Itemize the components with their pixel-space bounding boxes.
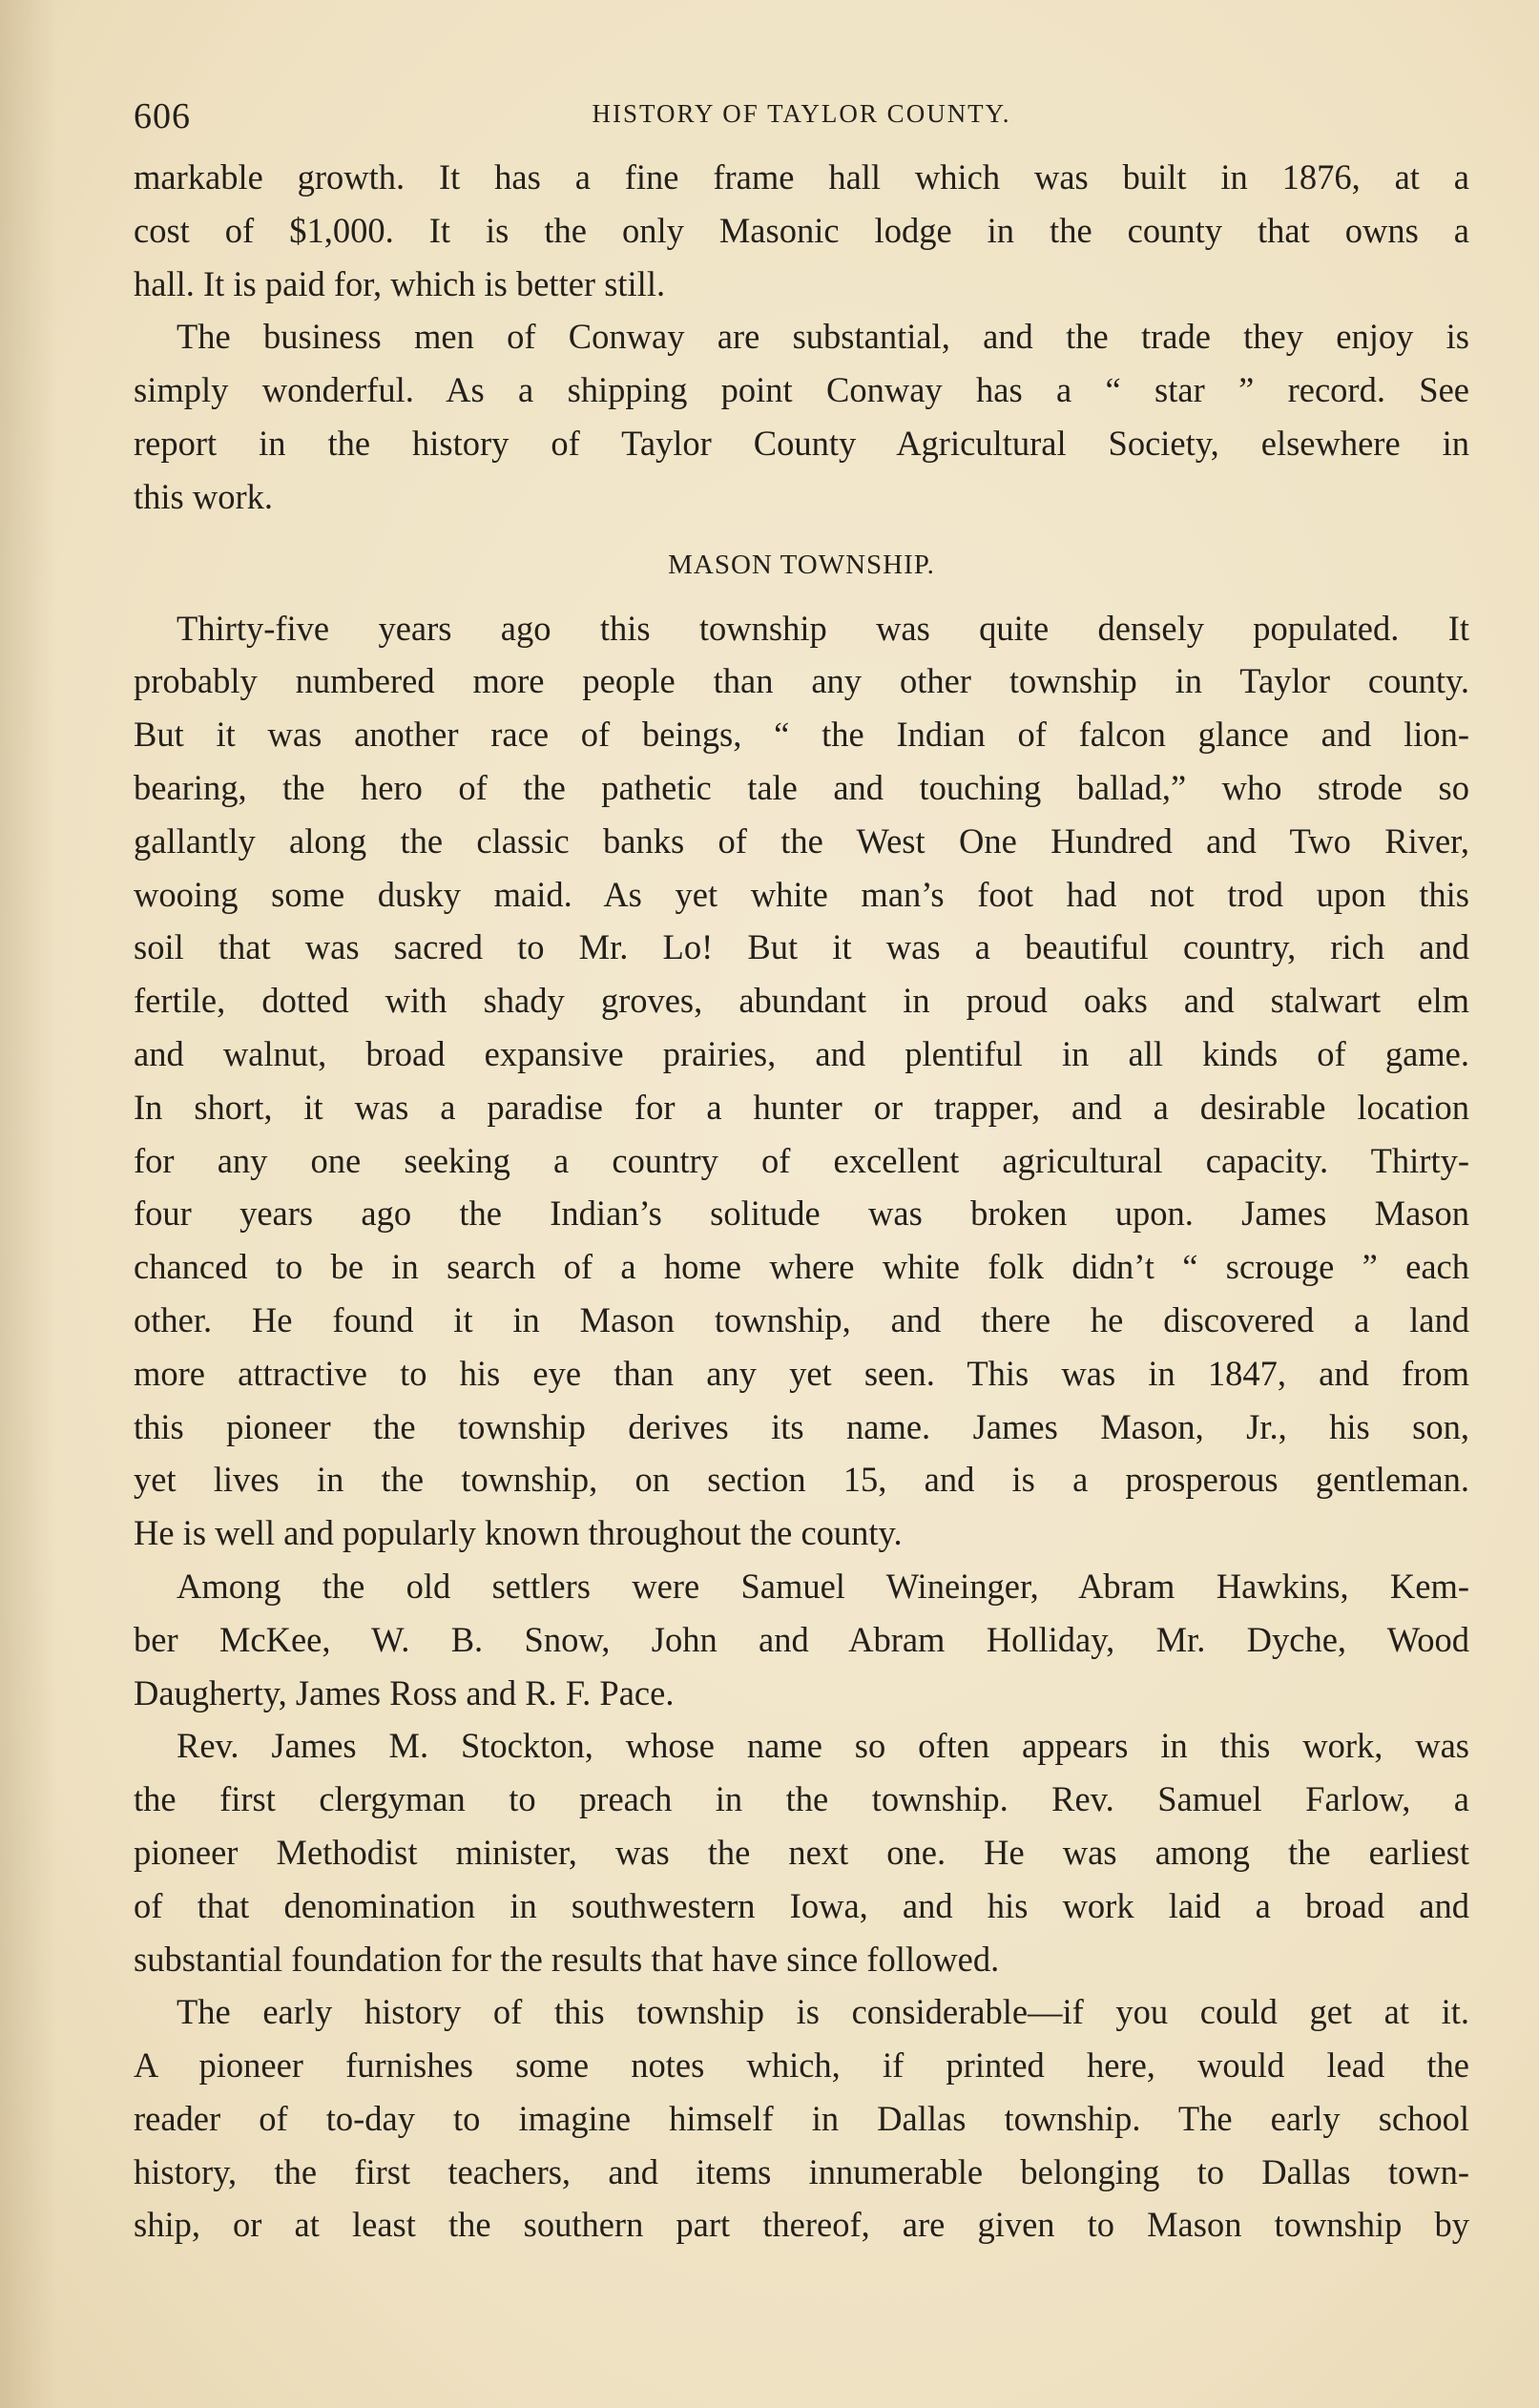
text-line: probably numbered more people than any other township in Taylor county. bbox=[134, 661, 1469, 701]
section-heading: MASON TOWNSHIP. bbox=[668, 549, 935, 580]
text-line: for any one seeking a country of excellent agricultural capacity. Thirty- bbox=[134, 1140, 1469, 1180]
page-number: 606 bbox=[134, 96, 191, 136]
text-line: four years ago the Indian’s solitude was broken upon. James Mason bbox=[134, 1194, 1469, 1234]
text-line: markable growth. It has a fine frame hall which was built in 1876, at a bbox=[134, 157, 1469, 197]
text-line: this pioneer the township derives its name. James Mason, Jr., his son, bbox=[134, 1406, 1469, 1446]
text-line: the first clergyman to preach in the township. Rev. Samuel Farlow, a bbox=[134, 1779, 1469, 1819]
text-line: substantial foundation for the results that have since followed. bbox=[134, 1939, 1000, 1979]
body-text-upper bbox=[134, 151, 1469, 524]
page-gutter-shadow bbox=[0, 0, 57, 2408]
text-line: reader of to-day to imagine himself in Dallas township. The early school bbox=[134, 2098, 1469, 2138]
text-line: report in the history of Taylor County Agricultural Society, elsewhere in bbox=[134, 423, 1469, 463]
text-line: this work. bbox=[134, 476, 273, 516]
text-line: Thirty-five years ago this township was quite densely populated. It bbox=[177, 608, 1469, 648]
text-line: and walnut, broad expansive prairies, and plentiful in all kinds of game. bbox=[134, 1033, 1469, 1073]
text-line: of that denomination in southwestern Iowa, and his work laid a broad and bbox=[134, 1885, 1469, 1925]
text-line: hall. It is paid for, which is better still. bbox=[134, 263, 666, 303]
text-line: In short, it was a paradise for a hunter or trapper, and a desirable location bbox=[134, 1087, 1469, 1127]
text-line: ship, or at least the southern part thereof, are given to Mason township by bbox=[134, 2205, 1469, 2245]
text-line: Daugherty, James Ross and R. F. Pace. bbox=[134, 1672, 675, 1713]
body-text-lower bbox=[134, 602, 1469, 2252]
text-line: He is well and popularly known throughout the county. bbox=[134, 1513, 903, 1553]
text-line: Among the old settlers were Samuel Wineinger, Abram Hawkins, Kem- bbox=[177, 1566, 1469, 1606]
text-line: fertile, dotted with shady groves, abundant in proud oaks and stalwart elm bbox=[134, 981, 1469, 1021]
text-line: A pioneer furnishes some notes which, if printed here, would lead the bbox=[134, 2045, 1469, 2086]
text-line: bearing, the hero of the pathetic tale and touching ballad,” who strode so bbox=[134, 767, 1469, 807]
text-line: simply wonderful. As a shipping point Conway has a “ star ” record. See bbox=[134, 370, 1469, 410]
page-text-block bbox=[134, 84, 1469, 2252]
text-line: chanced to be in search of a home where white folk didn’t “ scrouge ” each bbox=[134, 1247, 1469, 1287]
text-line: more attractive to his eye than any yet seen. This was in 1847, and from bbox=[134, 1353, 1469, 1393]
text-line: The business men of Conway are substantial, and the trade they enjoy is bbox=[177, 317, 1469, 357]
text-line: ber McKee, W. B. Snow, John and Abram Holliday, Mr. Dyche, Wood bbox=[134, 1619, 1469, 1659]
text-line: Rev. James M. Stockton, whose name so often appears in this work, was bbox=[177, 1726, 1469, 1766]
text-line: wooing some dusky maid. As yet white man’s foot had not trod upon this bbox=[134, 874, 1469, 914]
text-line: soil that was sacred to Mr. Lo! But it was a beautiful country, rich and bbox=[134, 927, 1469, 967]
text-line: other. He found it in Mason township, and there he discovered a land bbox=[134, 1299, 1469, 1339]
text-line: cost of $1,000. It is the only Masonic lodge in the county that owns a bbox=[134, 210, 1469, 250]
text-line: history, the first teachers, and items innumerable belonging to Dallas town- bbox=[134, 2151, 1469, 2191]
text-line: pioneer Methodist minister, was the next one. He was among the earliest bbox=[134, 1832, 1469, 1872]
text-line: gallantly along the classic banks of the West One Hundred and Two River, bbox=[134, 820, 1469, 861]
text-line: But it was another race of beings, “ the Indian of falcon glance and lion- bbox=[134, 715, 1469, 755]
text-line: The early history of this township is considerable—if you could get at it. bbox=[177, 1992, 1469, 2032]
running-title: HISTORY OF TAYLOR COUNTY. bbox=[592, 99, 1011, 128]
running-head bbox=[134, 84, 1469, 151]
text-line: yet lives in the township, on section 15, and is a prosperous gentleman. bbox=[134, 1460, 1469, 1500]
